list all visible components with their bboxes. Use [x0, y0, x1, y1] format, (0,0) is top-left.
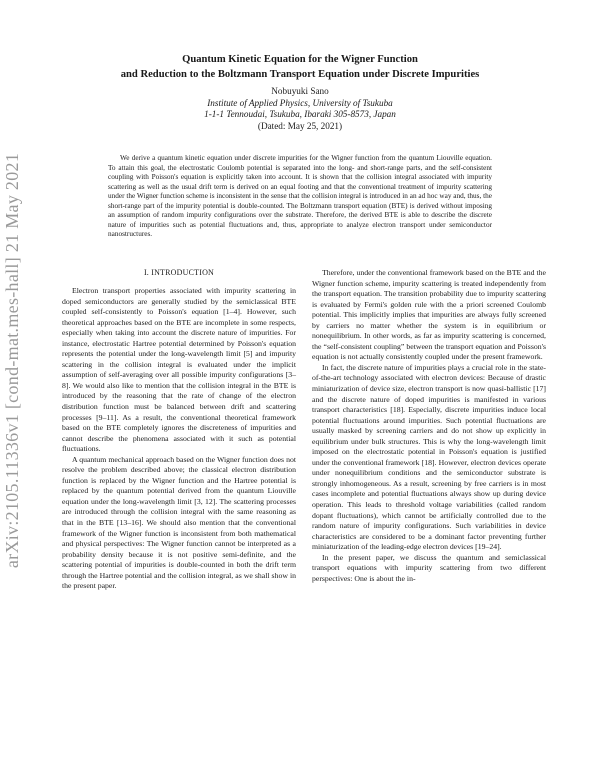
- title-line-2: and Reduction to the Boltzmann Transport Equation under Discrete Impurities: [120, 69, 480, 80]
- section-heading-introduction: I. INTRODUCTION: [143, 268, 215, 277]
- right-column: [312, 268, 546, 584]
- arxiv-identifier: arXiv:2105.11336v1 [cond-mat.mes-hall] 21 May 2021: [2, 152, 23, 568]
- author-name: Nobuyuki Sano: [271, 86, 329, 96]
- affiliation: Institute of Applied Physics, University of Tsukuba: [207, 97, 393, 108]
- author-block: [40, 86, 560, 132]
- paper-title: [40, 52, 560, 82]
- intro-paragraph-5: In the present paper, we discuss the quantum and semiclassical transport equations with impurity scattering from two different perspectives: One is about the in-: [312, 552, 546, 583]
- intro-paragraph-3: Therefore, under the conventional framework based on the BTE and the Wigner function scheme, impurity scattering is treated independently from the transport equation. The transition probability due to impurity scattering is evaluated by Fermi's golden rule with the a priori screened Coulomb potential. This implicitly implies that impurities are always fully screened by carriers no matter whether the system is in equilibrium or nonequilibrium. In other words, as far as impurity scattering is concerned, the “self-consistent coupling” between the transport equation and Poisson's equation is not actually consistently coupled under the present framework.: [312, 268, 546, 362]
- abstract: We derive a quantum kinetic equation under discrete impurities for the Wigner function from the quantum Liouville equation. To attain this goal, the electrostatic Coulomb potential is separated into the long- and short-range parts, and the self-consistent coupling with Poisson's equation is explicitly taken into account. It is shown that the collision integral associated with impurity scattering as well as the usual drift term is derived on an equal footing and that the conventional treatment of impurity scattering under the Wigner function scheme is inconsistent in the sense that the collision integral is introduced in an ad hoc way and, thus, the short-range part of the impurity potential is double-counted. The Boltzmann transport equation (BTE) is derived without imposing an assumption of random impurity configurations over the substrate. Therefore, the derived BTE is able to describe the discrete nature of impurities such as potential fluctuations and, thus, appropriate to analyze electron transport under semiconductor nanostructures.: [108, 154, 492, 239]
- left-column: [62, 268, 296, 592]
- date-line: (Dated: May 25, 2021): [257, 120, 343, 131]
- arxiv-sidebar-stamp: [2, 140, 24, 580]
- intro-paragraph-2: A quantum mechanical approach based on the Wigner function does not resolve the problem described above; the classical electron distribution function is replaced by the Wigner function and the Hartree potential is replaced by the quantum potential derived from the quantum Liouville equation under the long-wavelength limit [3, 12]. The scattering processes are introduced through the collision integral with the same reasoning as that in the BTE [13–16]. We should also mention that the conventional framework of the Wigner function is inconsistent from both mathematical and physical perspectives: The Wigner function cannot be interpreted as a probability density because it is not positive semi-definite, and the scattering potential of impurities is double-counted in both the drift term through the Hartree potential and the collision integral, as we shall show in the present paper.: [62, 454, 296, 591]
- intro-paragraph-1: Electron transport properties associated with impurity scattering in doped semiconductors are generally studied by the semiclassical BTE coupled self-consistently to Poisson's equation [1–4]. However, such theoretical approaches based on the BTE are incomplete in some respects, especially when taking into account the discrete nature of impurities. For instance, electrostatic Hartree potential determined by Poisson's equation represents the potential under the long-wavelength limit [5] and impurity scattering in the collision integral is evaluated under the implicit assumption of self-averaging over all possible impurity configurations [3–8]. We would also like to mention that the collision integral in the BTE is introduced by the reasoning that the rate of change of the electron distribution function must be balanced between drift and scattering processes [9–11]. As a result, the conventional theoretical framework based on the BTE completely ignores the discreteness of impurities and cannot describe the phenomena associated with it such as potential fluctuations.: [62, 286, 296, 454]
- address: 1-1-1 Tennoudai, Tsukuba, Ibaraki 305-8573, Japan: [204, 109, 396, 119]
- intro-paragraph-4: In fact, the discrete nature of impurities plays a crucial role in the state-of-the-art technology associated with electron devices: Because of drastic miniaturization of device size, electron transport is now quasi-ballistic [17] and the discrete nature of doped impurities is manifested in various transport characteristics [18]. Especially, discrete impurities induce local potential fluctuations around impurities. Such potential fluctuations are usually masked by screening carriers and do not show up explicitly in equilibrium under bulk structures. This is why the long-wavelength limit imposed on the electrostatic potential in Poisson's equation is justified under the conventional framework [18]. However, electron devices operate under nonequilibrium conditions and the semiconductor substrate is strongly inhomogeneous. As a result, screening by free carriers is in most cases incomplete and potential fluctuations always show up during device operation. This leads to threshold voltage variabilities (called random dopant fluctuations), which cannot be artificially controlled due to the random nature of impurity configurations. Such variabilities in device characteristics are considered to be a dominant factor preventing further miniaturization of the leading-edge electron devices [19–24].: [312, 362, 546, 552]
- title-line-1: Quantum Kinetic Equation for the Wigner Function: [182, 54, 418, 65]
